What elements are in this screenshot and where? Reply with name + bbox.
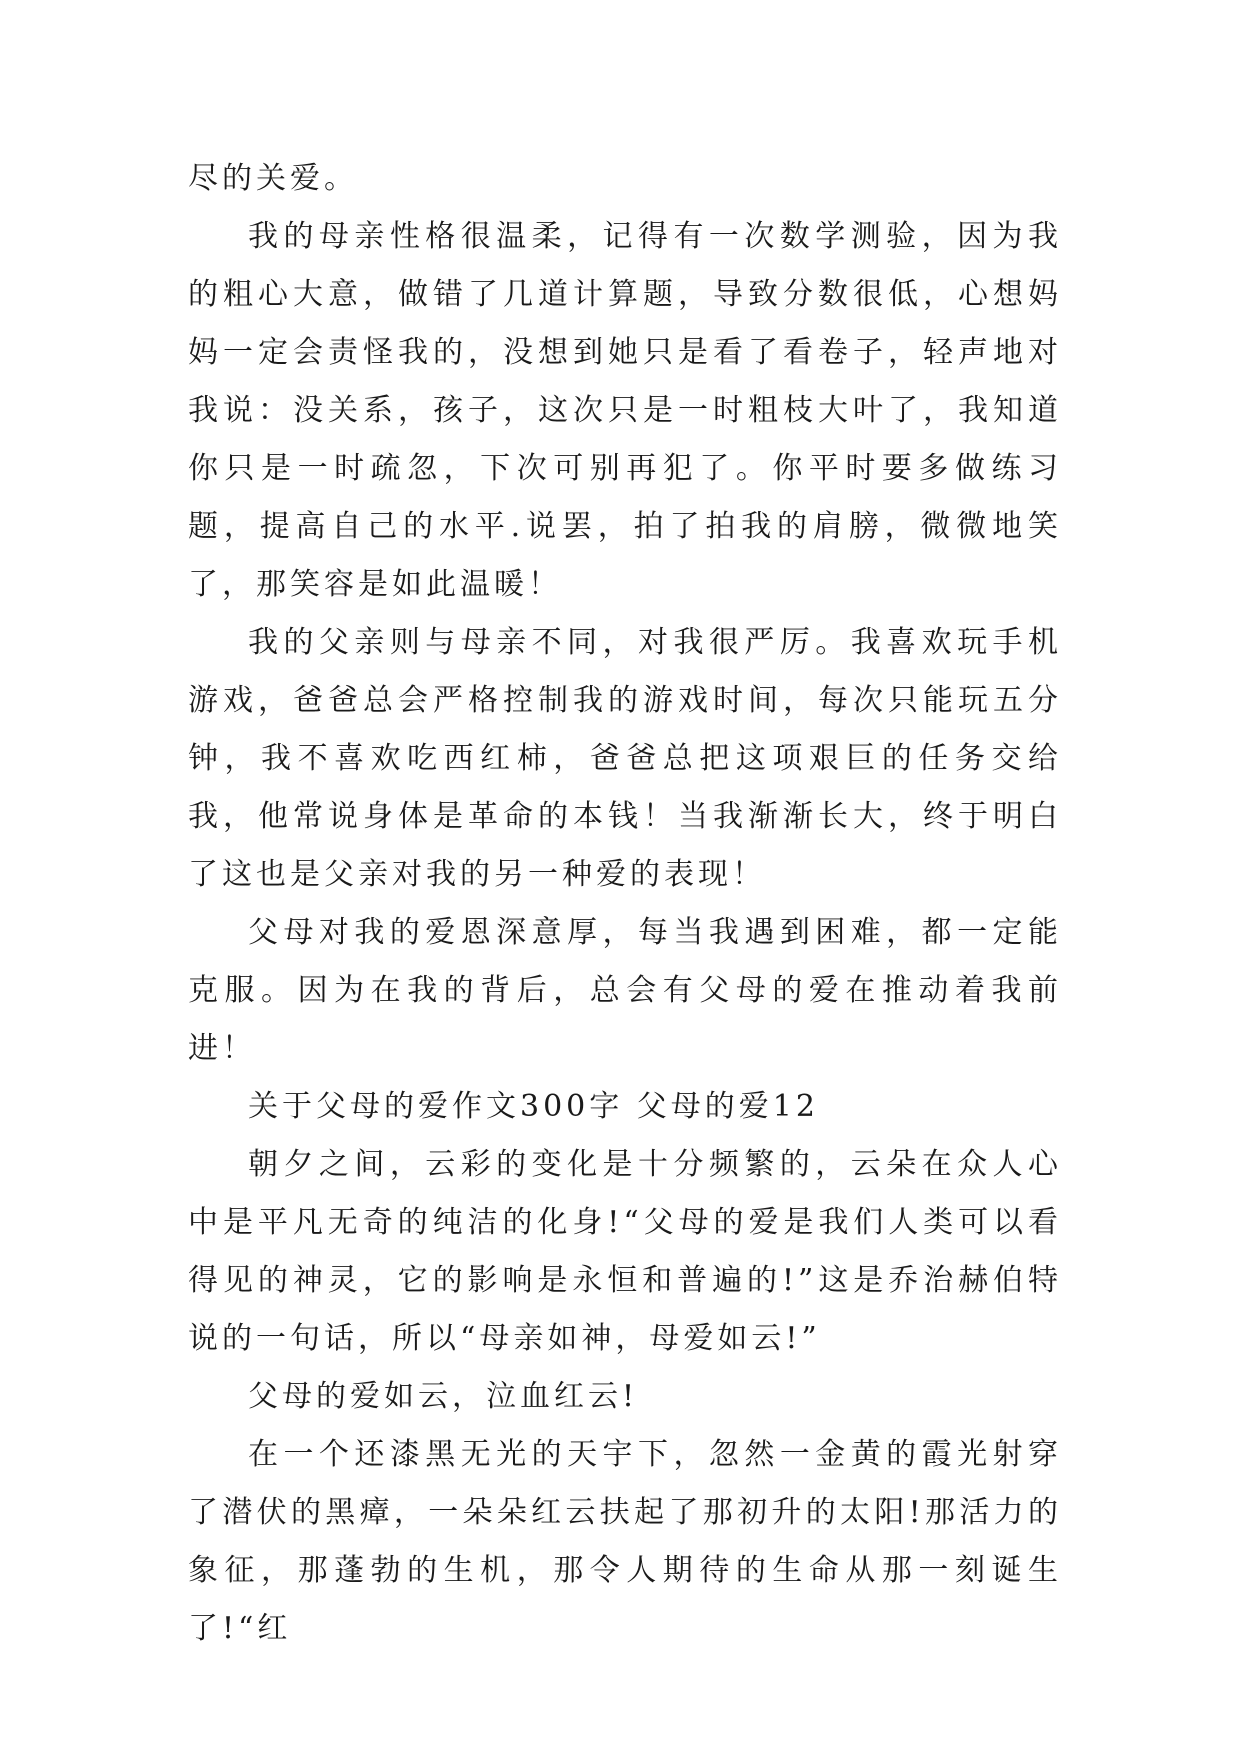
paragraph-4: 父母对我的爱恩深意厚，每当我遇到困难，都一定能克服。因为在我的背后，总会有父母的爱在推动着我前进！ [188,915,1062,1066]
paragraph-6: 父母的爱如云，泣血红云! [248,1379,639,1414]
paragraph-2: 我的母亲性格很温柔，记得有一次数学测验，因为我的粗心大意，做错了几道计算题，导致分数很低，心想妈妈一定会责怪我的，没想到她只是看了看卷子，轻声地对我说：没关系，孩子，这次只是一时粗枝大叶了，我知道你只是一时疏忽，下次可别再犯了。你平时要多做练习题，提高自己的水平.说罢，拍了拍我的肩膀，微微地笑了，那笑容是如此温暖！ [188,219,1062,602]
paragraph-3: 我的父亲则与母亲不同，对我很严厉。我喜欢玩手机游戏，爸爸总会严格控制我的游戏时间，每次只能玩五分钟，我不喜欢吃西红柿，爸爸总把这项艰巨的任务交给我，他常说身体是革命的本钱！当我渐渐长大，终于明白了这也是父亲对我的另一种爱的表现！ [188,625,1062,892]
document-page [188,150,1062,1658]
paragraph-1: 尽的关爱。 [188,161,358,196]
paragraph-7: 在一个还漆黑无光的天宇下，忽然一金黄的霞光射穿了潜伏的黑瘴，一朵朵红云扶起了那初升的太阳!那活力的象征，那蓬勃的生机，那令人期待的生命从那一刻诞生了!“红 [188,1437,1062,1646]
paragraph-5: 朝夕之间，云彩的变化是十分频繁的，云朵在众人心中是平凡无奇的纯洁的化身!“父母的爱是我们人类可以看得见的神灵，它的影响是永恒和普遍的!”这是乔治赫伯特说的一句话，所以“母亲如神，母爱如云!” [188,1147,1062,1356]
essay-heading: 关于父母的爱作文300字 父母的爱12 [248,1089,819,1124]
